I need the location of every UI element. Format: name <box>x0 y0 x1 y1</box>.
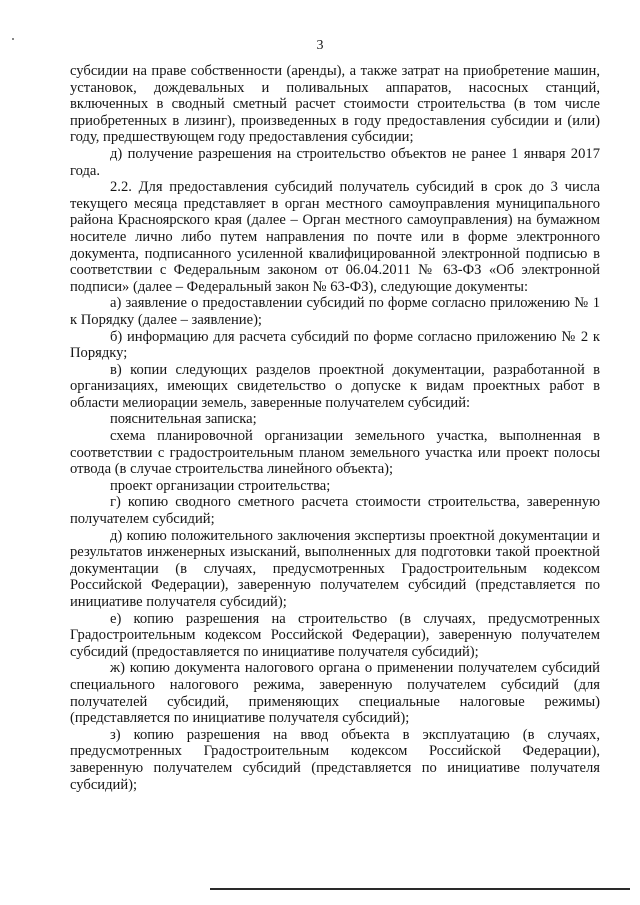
bottom-rule <box>210 888 630 890</box>
paragraph-item-z-commissioning-permit: з) копию разрешения на ввод объекта в эксплуатацию (в случаях, предусмотренных Градостроительным кодексом Российской Федерации), заверенную получателем субсидий (представляется по инициативе получателя субсидий); <box>70 726 600 793</box>
paragraph-explanatory-note: пояснительная записка; <box>110 411 257 428</box>
paragraph-item-d-expertise: д) копию положительного заключения экспертизы проектной документации и результатов инженерных изысканий, выполненных для подготовки такой проектной документации (в случаях, предусмотренных Градостроительным кодексом Российской Федерации), заверенную получателем субсидий (представляется по инициативе получателя субсидий); <box>70 527 600 610</box>
page-number: 3 <box>316 38 324 53</box>
paragraph-item-e-building-permit: е) копию разрешения на строительство (в случаях, предусмотренных Градостроительным кодексом Российской Федерации), заверенную получателем субсидий (предоставляется по инициативе получателя субсидий); <box>70 610 600 660</box>
paragraph-item-a-application: а) заявление о предоставлении субсидий по форме согласно приложению № 1 к Порядку (далее – заявление); <box>70 295 600 328</box>
document-body <box>70 63 600 793</box>
paragraph-item-v-project-sections: в) копии следующих разделов проектной документации, разработанной в организациях, имеющих свидетельство о допуске к видам проектных работ в области мелиорации земель, заверенные получателем субсидий: <box>70 361 600 411</box>
paragraph-item-b-calculation: б) информацию для расчета субсидий по форме согласно приложению № 2 к Порядку; <box>70 328 600 362</box>
paragraph-site-plan-scheme: схема планировочной организации земельного участка, выполненная в соответствии с градостроительным планом земельного участка или проект полосы отвода (в случае строительства линейного объекта); <box>70 428 600 478</box>
paragraph-item-zh-tax-document: ж) копию документа налогового органа о применении получателем субсидий специального налогового режима, заверенную получателем субсидий (для получателей субсидий, применяющих специальные налоговые режимы) (представляется по инициативе получателя субсидий); <box>70 660 600 727</box>
paragraph-item-d-permit-date: д) получение разрешения на строительство объектов не ранее 1 января 2017 года. <box>70 145 600 179</box>
paragraph-subsidy-ownership: субсидии на праве собственности (аренды), а также затрат на приобретение машин, установок, дождевальных и поливальных аппаратов, насосных станций, включенных в сводный сметный расчет стоимости строительства (в том числе приобретенных в лизинг), произведенных в году предоставления субсидии и (или) году, предшествующем году предоставления субсидии; <box>70 63 600 146</box>
paragraph-item-g-estimate: г) копию сводного сметного расчета стоимости строительства, заверенную получателем субсидий; <box>70 494 600 528</box>
paragraph-section-2-2: 2.2. Для предоставления субсидий получатель субсидий в срок до 3 числа текущего месяца представляет в орган местного самоуправления муниципального района Красноярского края (далее – Орган местного самоуправления) на бумажном носителе лично либо путем направления по почте или в форме электронного документа, подписанного усиленной квалифицированной электронной подписью в соответствии с Федеральным законом от 06.04.2011 № 63-ФЗ «Об электронной подписи» (далее – Федеральный закон № 63-ФЗ), следующие документы: <box>70 179 600 295</box>
paragraph-construction-project: проект организации строительства; <box>110 477 331 494</box>
